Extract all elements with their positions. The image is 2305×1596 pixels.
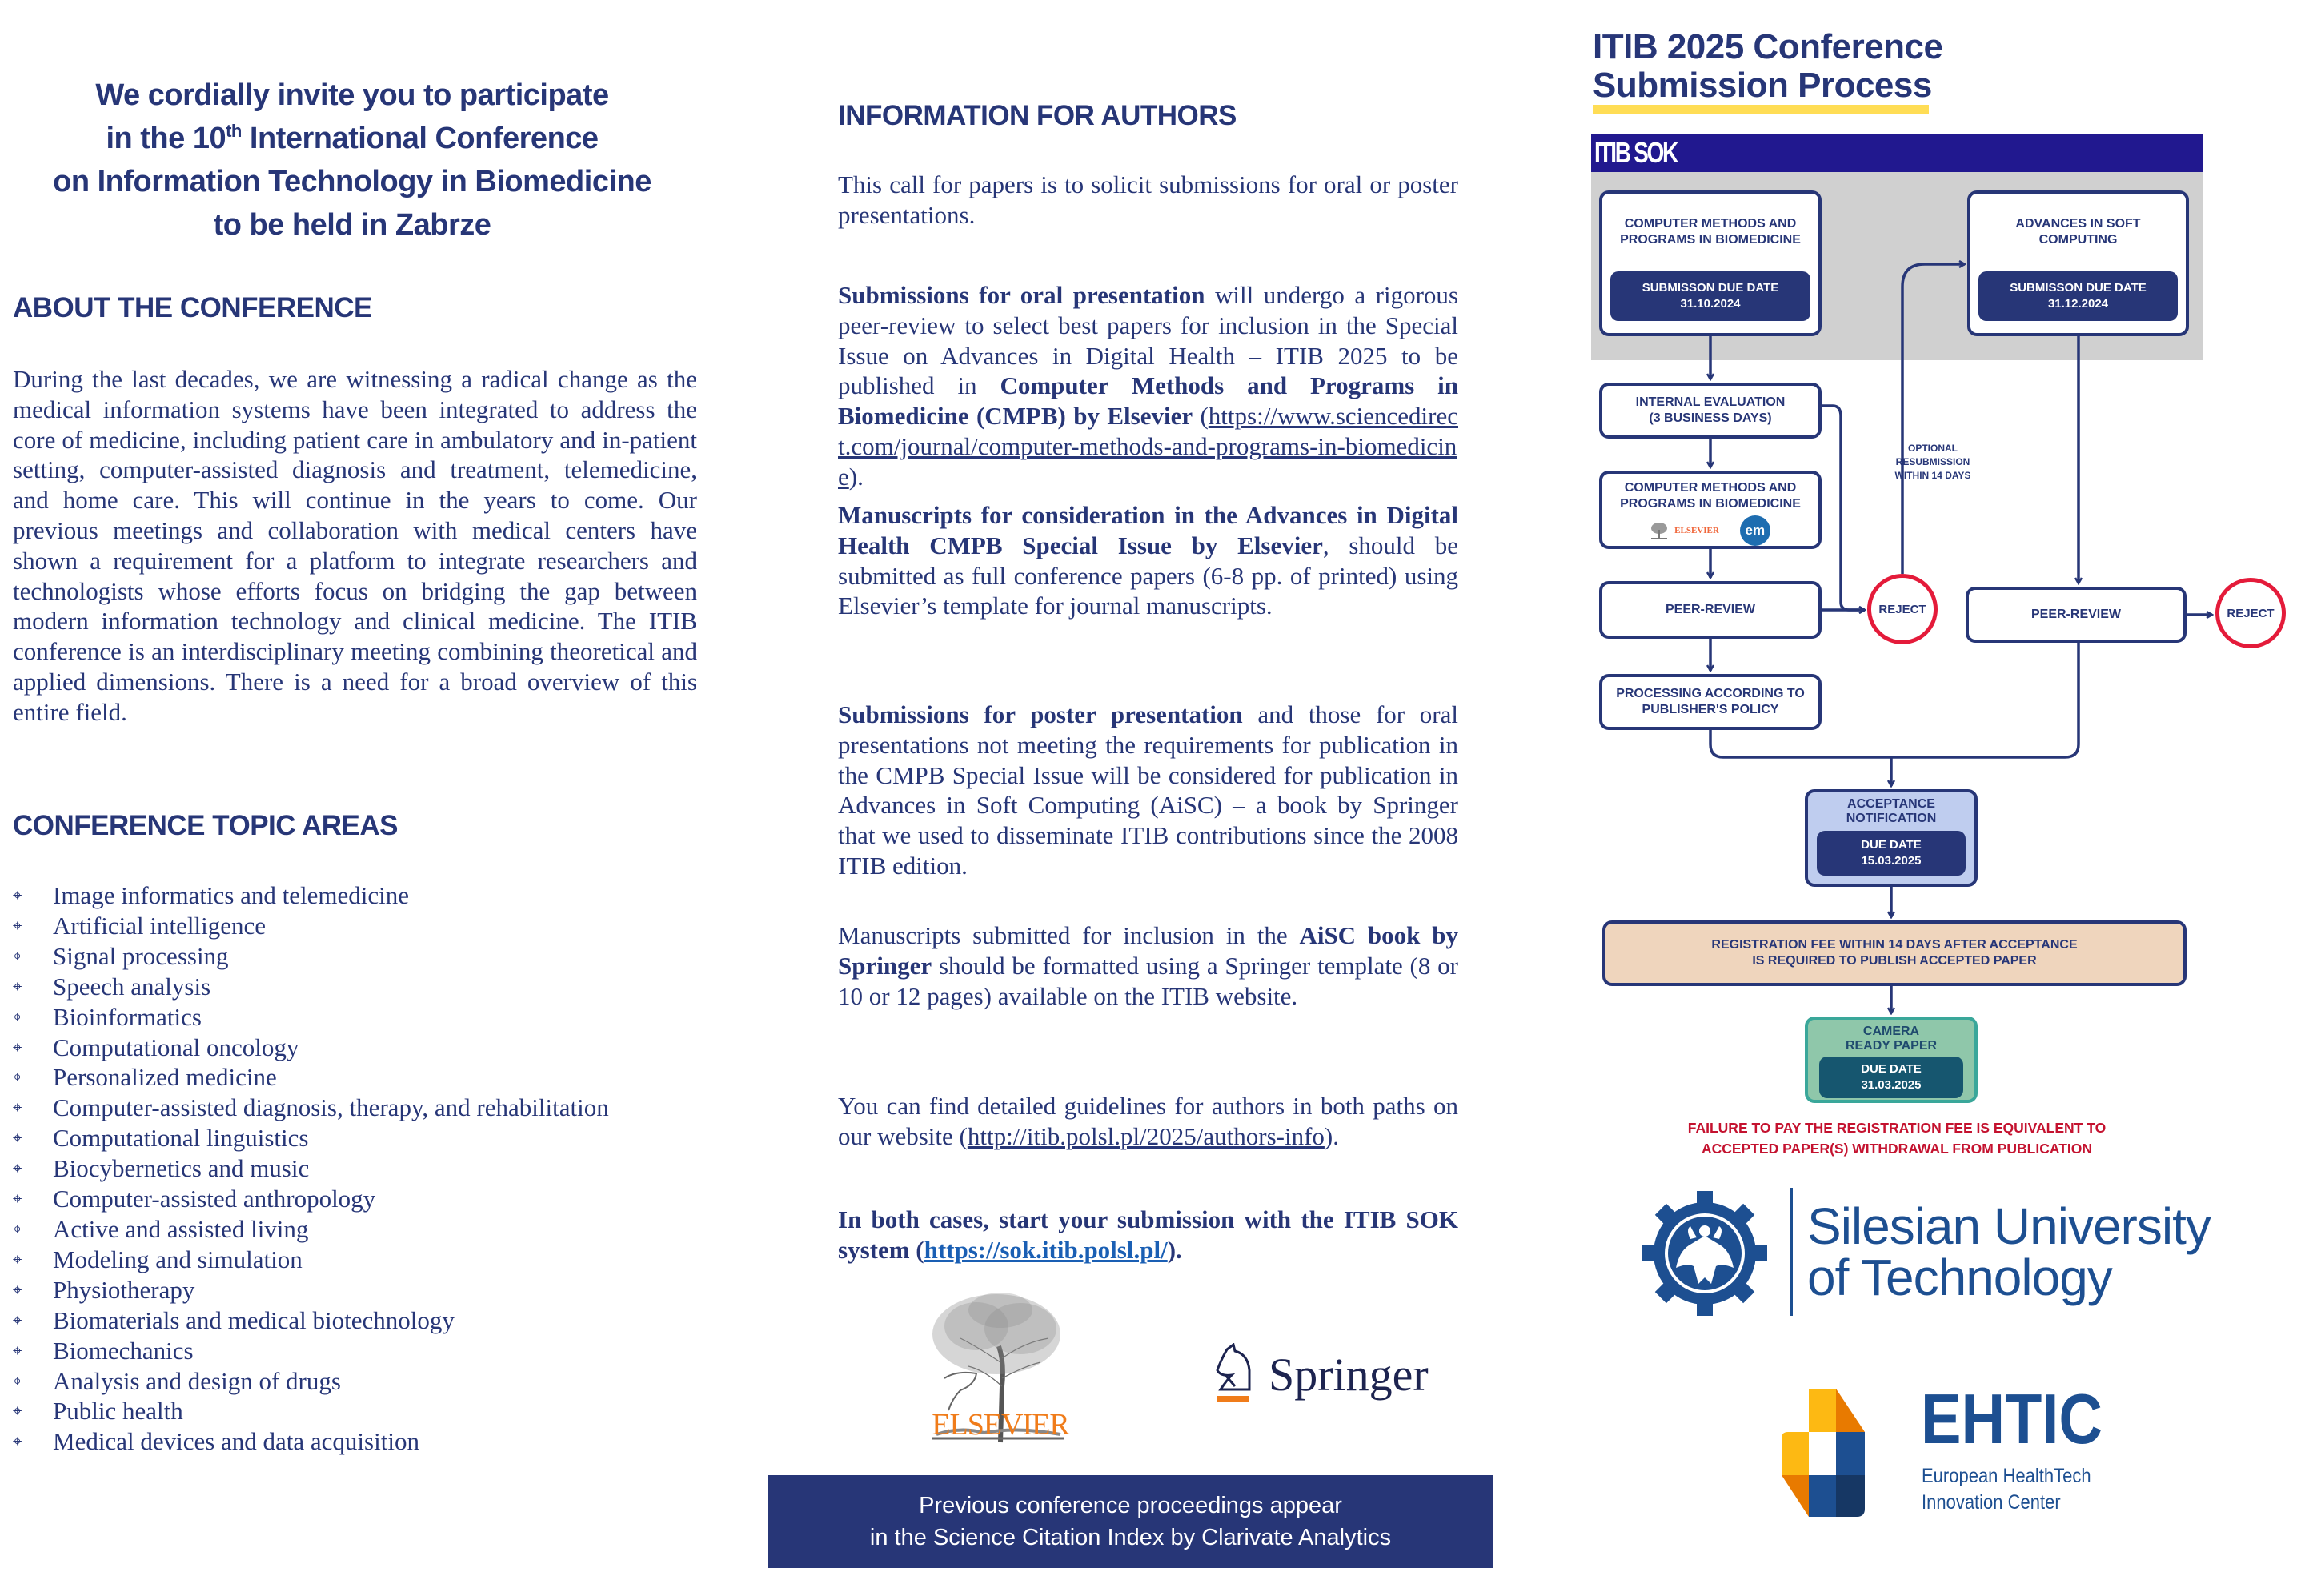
- sok-label: ITIB SOK: [1594, 136, 1677, 169]
- sok-paragraph: [838, 1205, 1458, 1265]
- sut-emblem-logo: [1641, 1189, 1769, 1317]
- topic-label: Active and assisted living: [53, 1214, 309, 1243]
- authors-heading: INFORMATION FOR AUTHORS: [838, 100, 1237, 131]
- editorial-manager-badge: em: [1740, 515, 1770, 546]
- invite-line-2: [24, 117, 680, 160]
- sut-logo-divider: [1790, 1188, 1793, 1316]
- topic-item: [13, 1305, 609, 1336]
- peer-review-aisc-box: [1966, 587, 2187, 643]
- acceptance-due-date-badge: [1817, 831, 1966, 876]
- sut-wordmark: [1807, 1197, 2211, 1306]
- topic-item: [13, 1093, 609, 1123]
- topic-item: [13, 1184, 609, 1214]
- topic-label: Computational linguistics: [53, 1124, 309, 1153]
- topic-label: Computational oncology: [53, 1033, 299, 1061]
- mini-elsevier-logo: [1650, 522, 1719, 539]
- banner-line-1: Previous conference proceedings appear: [919, 1493, 1342, 1518]
- cmpb-due-label: SUBMISSON DUE DATE: [1642, 281, 1779, 295]
- reject-cmpb-node: [1867, 574, 1938, 644]
- crosshair-bullet-icon: ⌖: [13, 976, 22, 996]
- topic-item: [13, 1062, 609, 1093]
- invite-ordinal-sup: th: [226, 121, 242, 141]
- crosshair-bullet-icon: ⌖: [13, 915, 22, 935]
- ehtic-subtitle-line-1: European HealthTech: [1922, 1465, 2091, 1487]
- topic-label: Personalized medicine: [53, 1063, 277, 1092]
- sciencedirect-link[interactable]: https://www.sciencedirect.com/journal/computer-methods-and-programs-in-biomedicine: [838, 402, 1458, 491]
- ehtic-wordmark: EHTIC: [1921, 1379, 2103, 1458]
- camera-ready-due-label: DUE DATE: [1861, 1062, 1922, 1076]
- sok-system-link[interactable]: https://sok.itib.polsl.pl/: [924, 1235, 1168, 1264]
- sok-header-bar: [1591, 134, 2203, 172]
- topic-item: [13, 1426, 609, 1457]
- oral-paragraph: [838, 280, 1458, 492]
- sci-index-banner: [768, 1475, 1493, 1568]
- crosshair-bullet-icon: ⌖: [13, 1037, 22, 1057]
- manuscripts-paragraph: [838, 500, 1458, 621]
- aisc-submission-box: [1967, 190, 2189, 336]
- cmpb-review-box: [1599, 471, 1822, 549]
- crosshair-bullet-icon: ⌖: [13, 1158, 22, 1178]
- cmpb-title: COMPUTER METHODS AND PROGRAMS IN BIOMEDICINE: [1620, 217, 1801, 247]
- poster-bold-lead: Submissions for poster presentation: [838, 700, 1243, 728]
- oral-text: will undergo a rigorous peer-review to select best papers for inclusion in the Special Issue on Advances in Digital Health – ITIB 2025 to be published in: [838, 281, 1458, 400]
- sok-bold-2: ).: [1167, 1235, 1182, 1264]
- topic-item: [13, 972, 609, 1002]
- registration-fee-box: [1602, 920, 2187, 986]
- topic-list: [13, 880, 609, 1457]
- aisc-title: ADVANCES IN SOFT COMPUTING: [2015, 217, 2141, 247]
- aisc-bold: AiSC book by Springer: [838, 921, 1458, 980]
- poster-paragraph: [838, 700, 1458, 881]
- reject-aisc-label: REJECT: [2227, 606, 2275, 620]
- aisc-text-1: Manuscripts submitted for inclusion in the: [838, 921, 1300, 949]
- title-underline-highlight: [1593, 105, 1929, 114]
- elsevier-wordmark: ELSEVIER: [932, 1408, 1069, 1442]
- invite-line-2-post: International Conference: [241, 122, 599, 155]
- sut-line-2: of Technology: [1807, 1249, 2112, 1306]
- cmpb-review-logos: [1650, 515, 1770, 546]
- aisc-due-label: SUBMISSON DUE DATE: [2010, 281, 2147, 295]
- oral-paren-open: (: [1193, 402, 1209, 431]
- camera-ready-box: [1805, 1017, 1978, 1103]
- manuscripts-bold-lead: Manuscripts for consideration in the Advances in Digital Health CMPB Special Issue by Elsevier: [838, 501, 1458, 559]
- topic-label: Public health: [53, 1397, 183, 1426]
- topic-label: Physiotherapy: [53, 1275, 195, 1304]
- crosshair-bullet-icon: ⌖: [13, 1279, 22, 1299]
- failure-to-pay-note: [1609, 1117, 2185, 1159]
- topic-label: Artificial intelligence: [53, 911, 266, 940]
- topic-item: [13, 911, 609, 941]
- ehtic-logo-mark: [1782, 1389, 1865, 1517]
- acceptance-title: ACCEPTANCE NOTIFICATION: [1846, 797, 1937, 825]
- topic-label: Signal processing: [53, 941, 229, 970]
- topic-item: [13, 1002, 609, 1033]
- crosshair-bullet-icon: ⌖: [13, 1340, 22, 1360]
- failure-note-line-1: FAILURE TO PAY THE REGISTRATION FEE IS EQUIVALENT TO: [1687, 1120, 2107, 1136]
- crosshair-bullet-icon: ⌖: [13, 1128, 22, 1148]
- topic-item: [13, 1033, 609, 1063]
- crosshair-bullet-icon: ⌖: [13, 1309, 22, 1329]
- invite-line-1: We cordially invite you to participate: [95, 78, 609, 112]
- cmpb-submission-box: [1599, 190, 1822, 336]
- topic-item: [13, 1214, 609, 1245]
- topic-label: Image informatics and telemedicine: [53, 881, 410, 909]
- cmpb-review-title: COMPUTER METHODS AND PROGRAMS IN BIOMEDICINE: [1620, 481, 1801, 511]
- topic-label: Modeling and simulation: [53, 1245, 303, 1273]
- flowchart-title-line-1: ITIB 2025 Conference: [1593, 27, 1943, 66]
- invite-line-4: to be held in Zabrze: [213, 208, 491, 242]
- about-paragraph: During the last decades, we are witnessing a radical change as the medical information systems have been integrated to address the core of medicine, including patient care in ambulatory and in-patient setting, computer-assisted diagnosis and treatment, telemedicine, and home care. This will continue in the years to come. Our previous meetings and collaboration with medical centers have shown a requirement for a platform to integrate researchers and technologists whose efforts focus on bridging the gap between modern information technology and clinical medicine. The ITIB conference is an interdisciplinary meeting combining theoretical and applied dimensions. There is a need for a broad overview of this entire field.: [13, 365, 697, 726]
- crosshair-bullet-icon: ⌖: [13, 945, 22, 965]
- arrow-internal-to-reject: [1822, 406, 1865, 610]
- camera-ready-title: CAMERA READY PAPER: [1845, 1025, 1938, 1053]
- guidelines-text-1: You can find detailed guidelines for authors in both paths on our website (: [838, 1092, 1458, 1150]
- invitation-headline: [24, 74, 680, 247]
- aisc-due-date: 31.12.2024: [2047, 297, 2109, 311]
- camera-ready-due-date-badge: [1819, 1057, 1963, 1098]
- topic-item: [13, 1366, 609, 1397]
- optional-resubmission-label: OPTIONAL RESUBMISSION WITHIN 14 DAYS: [1894, 443, 1971, 481]
- topic-item: [13, 1153, 609, 1184]
- crosshair-bullet-icon: ⌖: [13, 1401, 22, 1421]
- crosshair-bullet-icon: ⌖: [13, 1370, 22, 1390]
- processing-box: [1599, 674, 1822, 730]
- aisc-due-date-badge: [1978, 271, 2178, 321]
- crosshair-bullet-icon: ⌖: [13, 1097, 22, 1117]
- mini-elsevier-word: ELSEVIER: [1674, 526, 1719, 535]
- call-paragraph: This call for papers is to solicit submissions for oral or poster presentations.: [838, 170, 1458, 229]
- about-heading: ABOUT THE CONFERENCE: [13, 292, 372, 323]
- topic-label: Biomaterials and medical biotechnology: [53, 1305, 455, 1334]
- crosshair-bullet-icon: ⌖: [13, 885, 22, 904]
- topic-label: Computer-assisted diagnosis, therapy, and rehabilitation: [53, 1093, 609, 1122]
- guidelines-paragraph: [838, 1091, 1458, 1152]
- flowchart-title-line-2: Submission Process: [1593, 66, 1932, 105]
- topic-item: [13, 1245, 609, 1275]
- cmpb-due-date-badge: [1610, 271, 1810, 321]
- peer-review-cmpb-box: [1599, 581, 1822, 639]
- internal-evaluation-box: [1599, 383, 1822, 439]
- mini-elsevier-tree-icon: [1650, 522, 1668, 539]
- crosshair-bullet-icon: ⌖: [13, 1431, 22, 1451]
- acceptance-notification-box: [1805, 789, 1978, 887]
- topics-heading: CONFERENCE TOPIC AREAS: [13, 810, 398, 841]
- flowchart-title: [1593, 28, 1943, 105]
- poster-text: and those for oral presentations not meeting the requirements for publication in the CMPB Special Issue will be considered for publication in Advances in Soft Computing (AiSC) – a book by Springer that we used to disseminate ITIB contributions since the 2008 ITIB edition.: [838, 700, 1458, 880]
- invite-line-3: on Information Technology in Biomedicine: [53, 165, 651, 198]
- topic-label: Biocybernetics and music: [53, 1154, 310, 1183]
- invite-line-2-pre: in the 10: [106, 122, 226, 155]
- topic-label: Biomechanics: [53, 1336, 194, 1365]
- peer-review-cmpb-label: PEER-REVIEW: [1665, 603, 1755, 616]
- topic-label: Medical devices and data acquisition: [53, 1427, 419, 1456]
- oral-bold-lead: Submissions for oral presentation: [838, 281, 1205, 309]
- cmpb-due-date: 31.10.2024: [1680, 297, 1741, 311]
- ehtic-subtitle: [1922, 1463, 2091, 1516]
- topic-item: [13, 1336, 609, 1366]
- topic-label: Analysis and design of drugs: [53, 1366, 341, 1395]
- sok-bold-1: In both cases, start your submission with the ITIB SOK system (: [838, 1205, 1458, 1264]
- registration-line-2: IS REQUIRED TO PUBLISH ACCEPTED PAPER: [1752, 954, 2037, 968]
- springer-horse-logo: [1213, 1343, 1261, 1407]
- topic-item: [13, 1275, 609, 1305]
- topic-item: [13, 880, 609, 911]
- internal-evaluation-label: INTERNAL EVALUATION (3 BUSINESS DAYS): [1635, 395, 1786, 425]
- topic-item: [13, 941, 609, 972]
- acceptance-due-label: DUE DATE: [1861, 838, 1922, 852]
- crosshair-bullet-icon: ⌖: [13, 1249, 22, 1269]
- springer-wordmark: Springer: [1269, 1349, 1429, 1401]
- aisc-text-2: should be formatted using a Springer template (8 or 10 or 12 pages) available on the ITIB website.: [838, 951, 1458, 1010]
- cmpb-journal-name: Computer Methods and Programs in Biomedicine (CMPB) by Elsevier: [838, 371, 1458, 431]
- guidelines-text-2: ).: [1324, 1121, 1339, 1150]
- camera-ready-due-date: 31.03.2025: [1861, 1078, 1922, 1092]
- crosshair-bullet-icon: ⌖: [13, 1189, 22, 1209]
- banner-line-2: in the Science Citation Index by Clarivate Analytics: [869, 1525, 1392, 1550]
- topic-label: Computer-assisted anthropology: [53, 1185, 376, 1213]
- crosshair-bullet-icon: ⌖: [13, 1218, 22, 1238]
- processing-label: PROCESSING ACCORDING TO PUBLISHER'S POLICY: [1616, 687, 1805, 716]
- failure-note-line-2: ACCEPTED PAPER(S) WITHDRAWAL FROM PUBLICATION: [1701, 1141, 2093, 1157]
- topic-label: Speech analysis: [53, 972, 211, 1001]
- acceptance-due-date: 15.03.2025: [1861, 854, 1922, 868]
- topic-label: Bioinformatics: [53, 1002, 202, 1031]
- crosshair-bullet-icon: ⌖: [13, 1006, 22, 1026]
- crosshair-bullet-icon: ⌖: [13, 1067, 22, 1087]
- topic-item: [13, 1123, 609, 1153]
- peer-review-aisc-label: PEER-REVIEW: [2030, 608, 2121, 621]
- ehtic-subtitle-line-2: Innovation Center: [1922, 1491, 2061, 1514]
- authors-info-link[interactable]: http://itib.polsl.pl/2025/authors-info: [967, 1121, 1325, 1150]
- oral-paren-close: ).: [848, 462, 864, 491]
- topic-item: [13, 1396, 609, 1426]
- manuscripts-text: , should be submitted as full conference papers (6-8 pp. of printed) using Elsevier’s template for journal manuscripts.: [838, 531, 1459, 620]
- reject-cmpb-label: REJECT: [1878, 602, 1926, 616]
- reject-aisc-node: [2215, 578, 2286, 648]
- aisc-paragraph: [838, 920, 1458, 1011]
- registration-line-1: REGISTRATION FEE WITHIN 14 DAYS AFTER ACCEPTANCE: [1711, 938, 2078, 952]
- sut-line-1: Silesian University: [1807, 1197, 2211, 1255]
